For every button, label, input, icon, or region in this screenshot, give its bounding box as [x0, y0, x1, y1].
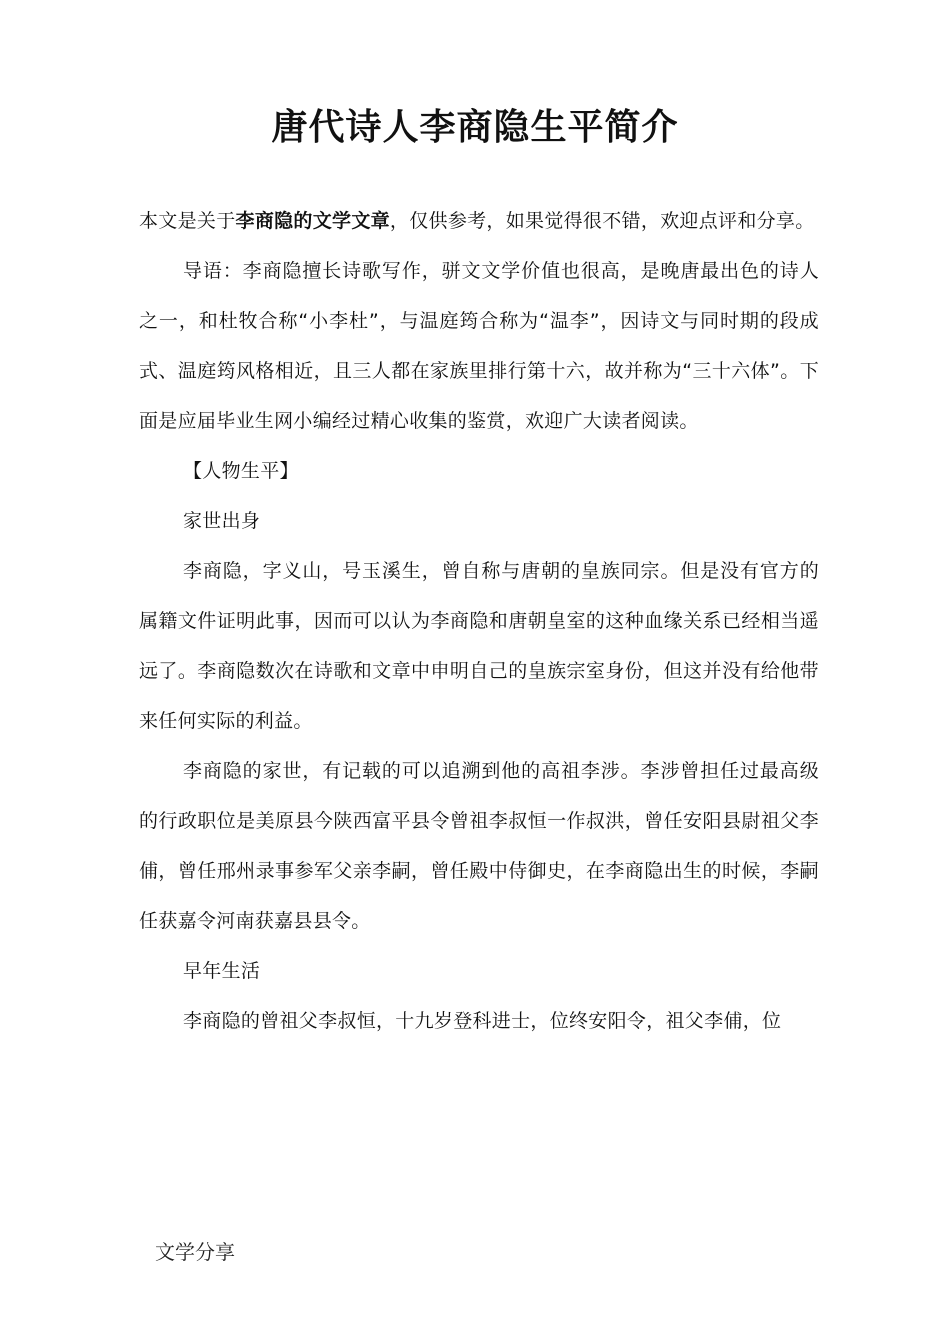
- intro-text-bold: 李商隐的文学文章: [235, 210, 390, 232]
- subheading-family: 家世出身: [183, 510, 261, 532]
- body-paragraph: 李商隐的曾祖父李叔恒，十九岁登科进士，位终安阳令，祖父李俌，位: [183, 1010, 782, 1032]
- intro-text-after: ，仅供参考，如果觉得很不错，欢迎点评和分享。: [389, 210, 815, 232]
- body-paragraph: 李商隐，字义山，号玉溪生，曾自称与唐朝的皇族同宗。但是没有官方的属籍文件证明此事，因而可以认为李商隐和唐朝皇室的这种血缘关系已经相当遥远了。李商隐数次在诗歌和文章中申明自己的皇族宗室身份，但这并没有给他带来任何实际的利益。: [139, 560, 819, 732]
- subheading-early-life: 早年生活: [183, 960, 261, 982]
- intro-text-before: 本文是关于: [139, 210, 236, 232]
- footer-label: 文学分享: [155, 1240, 235, 1264]
- intro-paragraph: [139, 196, 819, 246]
- lead-paragraph: 导语：李商隐擅长诗歌写作，骈文文学价值也很高，是晚唐最出色的诗人之一，和杜牧合称“小李杜”，与温庭筠合称为“温李”，因诗文与同时期的段成式、温庭筠风格相近，且三人都在家族里排行第十六，故并称为“三十六体”。下面是应届毕业生网小编经过精心收集的鉴赏，欢迎广大读者阅读。: [139, 260, 819, 432]
- document-title: 唐代诗人李商隐生平简介: [271, 107, 679, 148]
- document-body: [139, 196, 819, 1046]
- section-heading-biography: 【人物生平】: [183, 460, 299, 482]
- body-paragraph: 李商隐的家世，有记载的可以追溯到他的高祖李涉。李涉曾担任过最高级的行政职位是美原县今陕西富平县令曾祖李叔恒一作叔洪，曾任安阳县尉祖父李俌，曾任邢州录事参军父亲李嗣，曾任殿中侍御史，在李商隐出生的时候，李嗣任获嘉令河南获嘉县县令。: [139, 760, 819, 932]
